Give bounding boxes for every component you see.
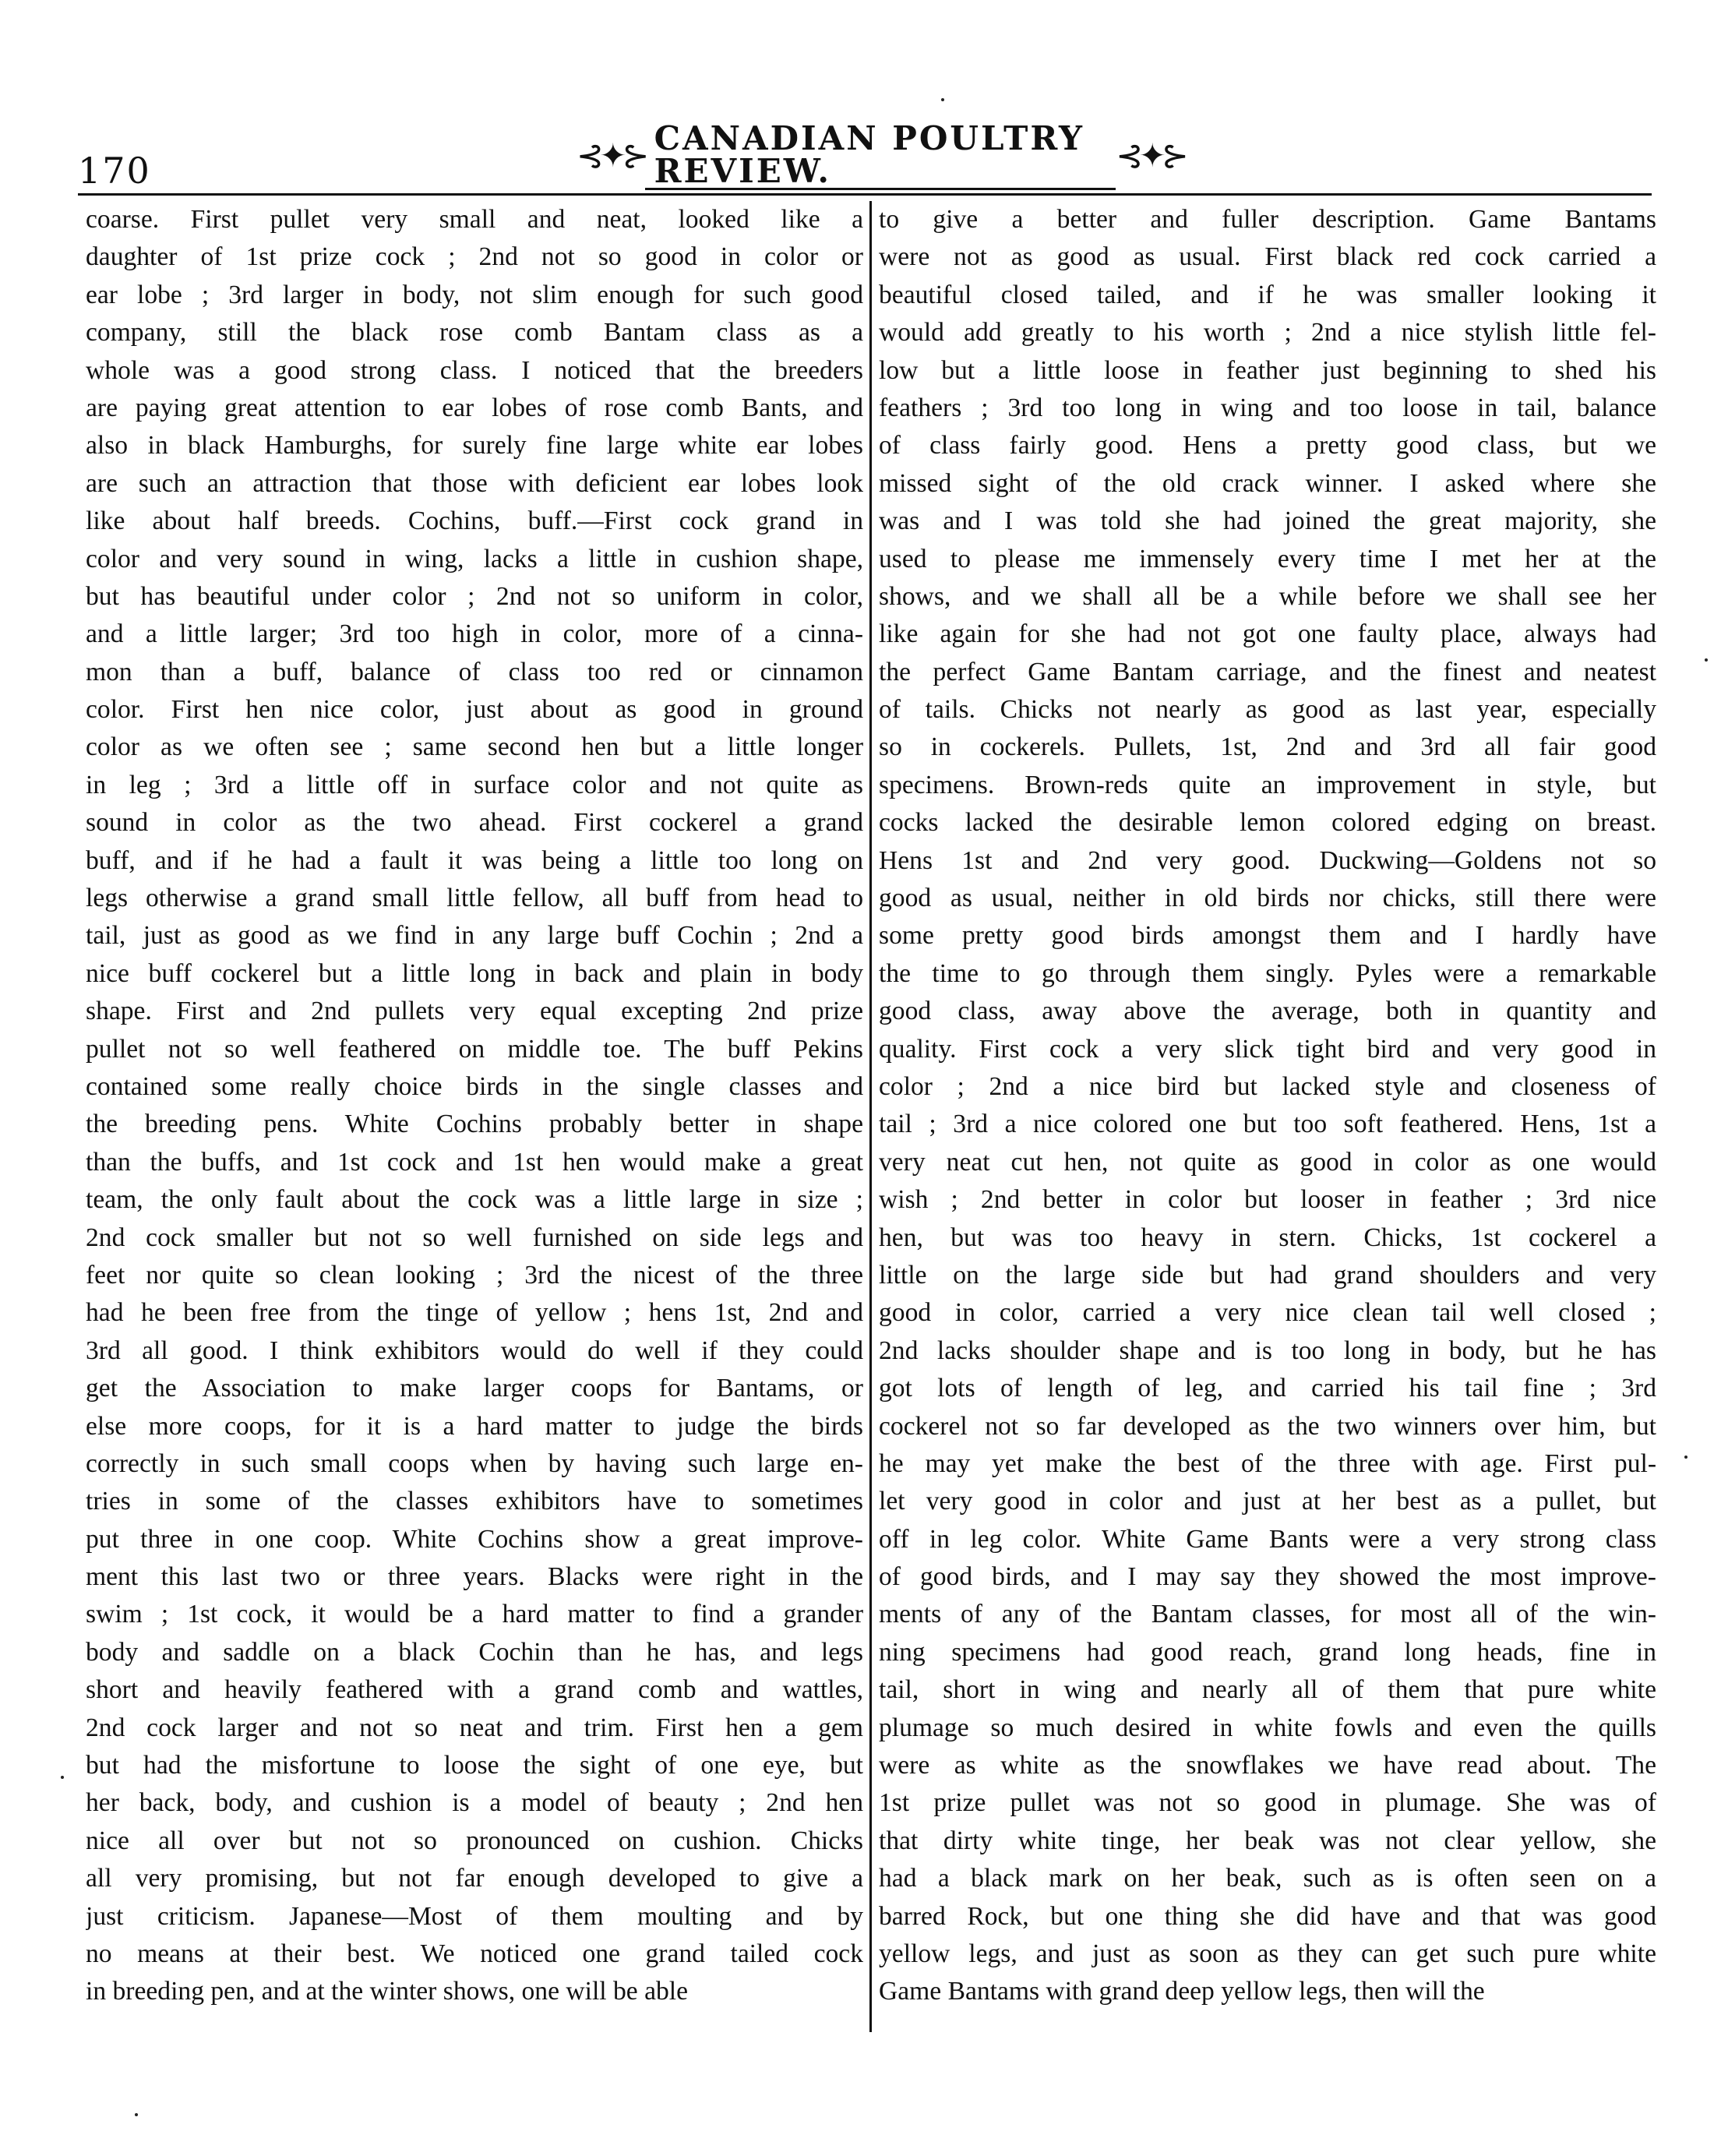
left-column-line: tail, just as good as we find in any large buff Cochin ; 2nd a (86, 921, 863, 951)
left-column-line: team, the only fault about the cock was a little large in size ; (86, 1185, 863, 1215)
print-speck (61, 1776, 64, 1779)
right-column-line: quality. First cock a very slick tight bird and very good in (879, 1034, 1656, 1064)
right-column-line: beautiful closed tailed, and if he was smaller looking it (879, 280, 1656, 309)
right-column-line: ments of any of the Bantam classes, for most all of the win- (879, 1600, 1656, 1629)
right-column-line: little on the large side but had grand shoulders and very (879, 1260, 1656, 1290)
right-column-line: to give a better and fuller description. Game Bantams (879, 205, 1656, 234)
right-column-line: Hens 1st and 2nd very good. Duckwing—Goldens not so (879, 845, 1656, 875)
left-column-line: color as we often see ; same second hen but a little longer (86, 732, 863, 762)
left-column-line: color. First hen nice color, just about as good in ground (86, 695, 863, 725)
right-column-line: he may yet make the best of the three with age. First pul- (879, 1449, 1656, 1478)
right-column-line: yellow legs, and just as soon as they can get such pure white (879, 1939, 1656, 1968)
left-column-line: get the Association to make larger coops for Bantams, or (86, 1374, 863, 1403)
left-column-line: coarse. First pullet very small and neat, looked like a (86, 205, 863, 234)
left-column-line: but has beautiful under color ; 2nd not so uniform in color, (86, 581, 863, 611)
left-column-line: daughter of 1st prize cock ; 2nd not so good in color or (86, 242, 863, 272)
right-column-line: that dirty white tinge, her beak was not clear yellow, she (879, 1826, 1656, 1855)
right-column-line: cocks lacked the desirable lemon colored edging on breast. (879, 808, 1656, 838)
left-column-line: are such an attraction that those with deficient ear lobes look (86, 468, 863, 498)
right-column-line: missed sight of the old crack winner. I asked where she (879, 468, 1656, 498)
left-column-line: like about half breeds. Cochins, buff.—First cock grand in (86, 506, 863, 536)
left-column-line: in leg ; 3rd a little off in surface color and not quite as (86, 770, 863, 799)
left-column-line: had he been free from the tinge of yellow ; hens 1st, 2nd and (86, 1298, 863, 1328)
right-column-line: of tails. Chicks not nearly as good as last year, especially (879, 695, 1656, 725)
left-column-line: but had the misfortune to loose the sight of one eye, but (86, 1751, 863, 1780)
right-column-line: of good birds, and I may say they showed the most improve- (879, 1562, 1656, 1592)
left-column-line: shape. First and 2nd pullets very equal excepting 2nd prize (86, 997, 863, 1026)
masthead-ornament-left: ⊰✦⊱ (577, 136, 645, 175)
right-column-line: hen, but was too heavy in stern. Chicks, 1st cockerel a (879, 1223, 1656, 1252)
left-column-line: feet nor quite so clean looking ; 3rd the nicest of the three (86, 1260, 863, 1290)
left-column-line: 2nd cock smaller but not so well furnished on side legs and (86, 1223, 863, 1252)
left-column-line: else more coops, for it is a hard matter to judge the birds (86, 1411, 863, 1441)
left-column-line: than the buffs, and 1st cock and 1st hen would make a great (86, 1147, 863, 1177)
left-column-line: mon than a buff, balance of class too red or cinnamon (86, 657, 863, 686)
column-divider (869, 201, 872, 2032)
right-column-line: were as white as the snowflakes we have read about. The (879, 1751, 1656, 1780)
left-column-line: put three in one coop. White Cochins show a great improve- (86, 1524, 863, 1554)
left-column-line: are paying great attention to ear lobes of rose comb Bants, and (86, 393, 863, 422)
right-column-line: got lots of length of leg, and carried his tail fine ; 3rd (879, 1374, 1656, 1403)
right-column-line: good as usual, neither in old birds nor chicks, still there were (879, 884, 1656, 913)
right-column-line: feathers ; 3rd too long in wing and too loose in tail, balance (879, 393, 1656, 422)
page-number: 170 (78, 150, 151, 192)
right-column-line: had a black mark on her beak, such as is often seen on a (879, 1864, 1656, 1893)
left-column-line: pullet not so well feathered on middle toe. The buff Pekins (86, 1034, 863, 1064)
masthead-ornament-right: ⊰✦⊱ (1116, 136, 1184, 175)
left-column-line: short and heavily feathered with a grand comb and wattles, (86, 1675, 863, 1705)
left-column-line: her back, body, and cushion is a model of beauty ; 2nd hen (86, 1788, 863, 1818)
right-column-line: barred Rock, but one thing she did have and that was good (879, 1901, 1656, 1931)
right-column-line: tail ; 3rd a nice colored one but too soft feathered. Hens, 1st a (879, 1110, 1656, 1139)
left-column-line: correctly in such small coops when by having such large en- (86, 1449, 863, 1478)
right-column-line: ning specimens had good reach, grand long heads, fine in (879, 1637, 1656, 1667)
right-column-line: cockerel not so far developed as the two winners over him, but (879, 1411, 1656, 1441)
print-speck (1705, 658, 1708, 662)
left-column-line: just criticism. Japanese—Most of them moulting and by (86, 1901, 863, 1931)
left-column-line: tries in some of the classes exhibitors have to sometimes (86, 1487, 863, 1516)
print-speck (1684, 1456, 1687, 1459)
left-column-line: also in black Hamburghs, for surely fine large white ear lobes (86, 431, 863, 460)
right-column-line: used to please me immensely every time I met her at the (879, 544, 1656, 573)
right-column-line: let very good in color and just at her best as a pullet, but (879, 1487, 1656, 1516)
right-column-line: so in cockerels. Pullets, 1st, 2nd and 3rd all fair good (879, 732, 1656, 762)
left-column-line: the breeding pens. White Cochins probably better in shape (86, 1110, 863, 1139)
right-column-line: of class fairly good. Hens a pretty good class, but we (879, 431, 1656, 460)
right-column-line: Game Bantams with grand deep yellow legs, then will the (879, 1977, 1485, 2006)
left-column-line: in breeding pen, and at the winter shows, one will be able (86, 1977, 689, 2006)
right-column-line: the time to go through them singly. Pyles were a remarkable (879, 958, 1656, 988)
right-column-line: good class, away above the average, both in quantity and (879, 997, 1656, 1026)
masthead-title: CANADIAN POULTRY REVIEW. (645, 122, 1116, 190)
right-column-line: 2nd lacks shoulder shape and is too long in body, but he has (879, 1336, 1656, 1365)
left-column-line: ear lobe ; 3rd larger in body, not slim enough for such good (86, 280, 863, 309)
right-column-line: were not as good as usual. First black red cock carried a (879, 242, 1656, 272)
right-column-line: some pretty good birds amongst them and I hardly have (879, 921, 1656, 951)
right-column-line: would add greatly to his worth ; 2nd a nice stylish little fel- (879, 318, 1656, 348)
right-column-line: low but a little loose in feather just beginning to shed his (879, 355, 1656, 385)
right-column-line: off in leg color. White Game Bants were a very strong class (879, 1524, 1656, 1554)
right-column-line: very neat cut hen, not quite as good in color as one would (879, 1147, 1656, 1177)
right-column-line: tail, short in wing and nearly all of them that pure white (879, 1675, 1656, 1705)
left-column-line: contained some really choice birds in the single classes and (86, 1071, 863, 1101)
left-column-line: nice all over but not so pronounced on cushion. Chicks (86, 1826, 863, 1855)
print-speck (135, 2113, 138, 2116)
left-column-line: buff, and if he had a fault it was being a little too long on (86, 845, 863, 875)
right-column-line: like again for she had not got one faulty place, always had (879, 619, 1656, 649)
left-column (86, 201, 863, 2017)
right-column (879, 201, 1656, 2017)
left-column-line: nice buff cockerel but a little long in back and plain in body (86, 958, 863, 988)
right-column-line: good in color, carried a very nice clean tail well closed ; (879, 1298, 1656, 1328)
left-column-line: swim ; 1st cock, it would be a hard matter to find a grander (86, 1600, 863, 1629)
left-column-line: all very promising, but not far enough developed to give a (86, 1864, 863, 1893)
left-column-line: legs otherwise a grand small little fellow, all buff from head to (86, 884, 863, 913)
left-column-line: body and saddle on a black Cochin than he has, and legs (86, 1637, 863, 1667)
right-column-line: wish ; 2nd better in color but looser in feather ; 3rd nice (879, 1185, 1656, 1215)
right-column-line: the perfect Game Bantam carriage, and the finest and neatest (879, 657, 1656, 686)
right-column-line: color ; 2nd a nice bird but lacked style and closeness of (879, 1071, 1656, 1101)
right-column-line: shows, and we shall all be a while before we shall see her (879, 581, 1656, 611)
left-column-line: and a little larger; 3rd too high in color, more of a cinna- (86, 619, 863, 649)
header-rule (78, 193, 1652, 196)
left-column-line: sound in color as the two ahead. First cockerel a grand (86, 808, 863, 838)
left-column-line: whole was a good strong class. I noticed that the breeders (86, 355, 863, 385)
left-column-line: 2nd cock larger and not so neat and trim. First hen a gem (86, 1713, 863, 1742)
left-column-line: ment this last two or three years. Blacks were right in the (86, 1562, 863, 1592)
right-column-line: plumage so much desired in white fowls and even the quills (879, 1713, 1656, 1742)
left-column-line: 3rd all good. I think exhibitors would do well if they could (86, 1336, 863, 1365)
right-column-line: was and I was told she had joined the great majority, she (879, 506, 1656, 536)
left-column-line: no means at their best. We noticed one grand tailed cock (86, 1939, 863, 1968)
right-column-line: specimens. Brown-reds quite an improvement in style, but (879, 770, 1656, 799)
masthead (577, 117, 1184, 195)
left-column-line: company, still the black rose comb Bantam class as a (86, 318, 863, 348)
left-column-line: color and very sound in wing, lacks a little in cushion shape, (86, 544, 863, 573)
print-speck (941, 98, 944, 101)
right-column-line: 1st prize pullet was not so good in plumage. She was of (879, 1788, 1656, 1818)
